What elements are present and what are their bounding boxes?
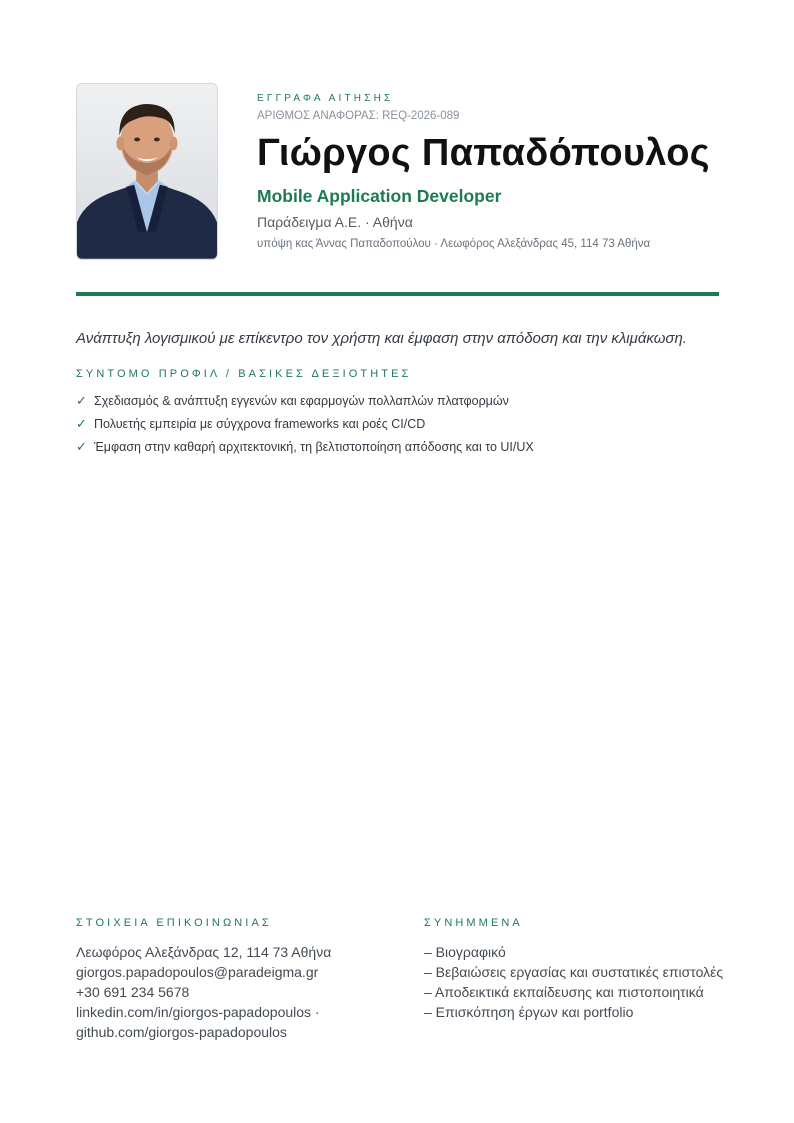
skill-text: Πολυετής εμπειρία με σύγχρονα frameworks και ροές CI/CD — [94, 417, 426, 431]
skill-text: Έμφαση στην καθαρή αρχιτεκτονική, τη βελτιστοποίηση απόδοσης και το UI/UX — [94, 440, 534, 454]
contact-section — [76, 916, 376, 1042]
list-item — [76, 439, 736, 455]
profile-title: ΣΥΝΤΟΜΟ ΠΡΟΦΙΛ / ΒΑΣΙΚΕΣ ΔΕΞΙΟΤΗΤΕΣ — [76, 368, 412, 380]
contact-address: Λεωφόρος Αλεξάνδρας 12, 114 73 Αθήνα — [76, 944, 332, 960]
attachment-item: – Επισκόπηση έργων και portfolio — [424, 1004, 634, 1020]
portrait-photo-icon — [77, 84, 217, 259]
contact-linkedin[interactable]: linkedin.com/in/giorgos-papadopoulos · — [76, 1004, 320, 1020]
profile-section — [76, 367, 736, 462]
skill-text: Σχεδιασμός & ανάπτυξη εγγενών και εφαρμογών πολλαπλών πλατφορμών — [94, 394, 509, 408]
attachments-title: ΣΥΝΗΜΜΕΝΑ — [424, 917, 523, 929]
attachment-item: – Βεβαιώσεις εργασίας και συστατικές επιστολές — [424, 964, 724, 980]
job-role: Mobile Application Developer — [257, 186, 502, 206]
document-eyebrow: ΕΓΓΡΑΦΑ ΑΙΤΗΣΗΣ — [257, 93, 394, 104]
attachment-item: – Αποδεικτικά εκπαίδευσης και πιστοποιητικά — [424, 984, 704, 1000]
skills-list — [76, 393, 736, 455]
company-location: Παράδειγμα Α.Ε. · Αθήνα — [257, 214, 413, 230]
profile-photo — [76, 83, 218, 260]
checkmark-icon: ✓ — [76, 439, 87, 454]
attachment-item: – Βιογραφικό — [424, 944, 506, 960]
contact-phone[interactable]: +30 691 234 5678 — [76, 984, 190, 1000]
attention-line: υπόψη κας Άννας Παπαδοπούλου · Λεωφόρος Αλεξάνδρας 45, 114 73 Αθήνα — [257, 238, 651, 250]
header-divider — [76, 292, 719, 296]
tagline: Ανάπτυξη λογισμικού με επίκεντρο τον χρήστη και έμφαση στην απόδοση και την κλιμάκωση. — [76, 330, 687, 347]
header — [257, 92, 737, 251]
checkmark-icon: ✓ — [76, 416, 87, 431]
attachments-section — [424, 916, 744, 1022]
applicant-name: Γιώργος Παπαδόπουλος — [257, 132, 710, 174]
contact-github[interactable]: github.com/giorgos-papadopoulos — [76, 1024, 287, 1040]
list-item — [76, 416, 736, 432]
contact-title: ΣΤΟΙΧΕΙΑ ΕΠΙΚΟΙΝΩΝΙΑΣ — [76, 917, 272, 929]
reference-number: ΑΡΙΘΜΟΣ ΑΝΑΦΟΡΑΣ: REQ-2026-089 — [257, 110, 460, 122]
list-item — [76, 393, 736, 409]
contact-email[interactable]: giorgos.papadopoulos@paradeigma.gr — [76, 964, 319, 980]
checkmark-icon: ✓ — [76, 393, 87, 408]
